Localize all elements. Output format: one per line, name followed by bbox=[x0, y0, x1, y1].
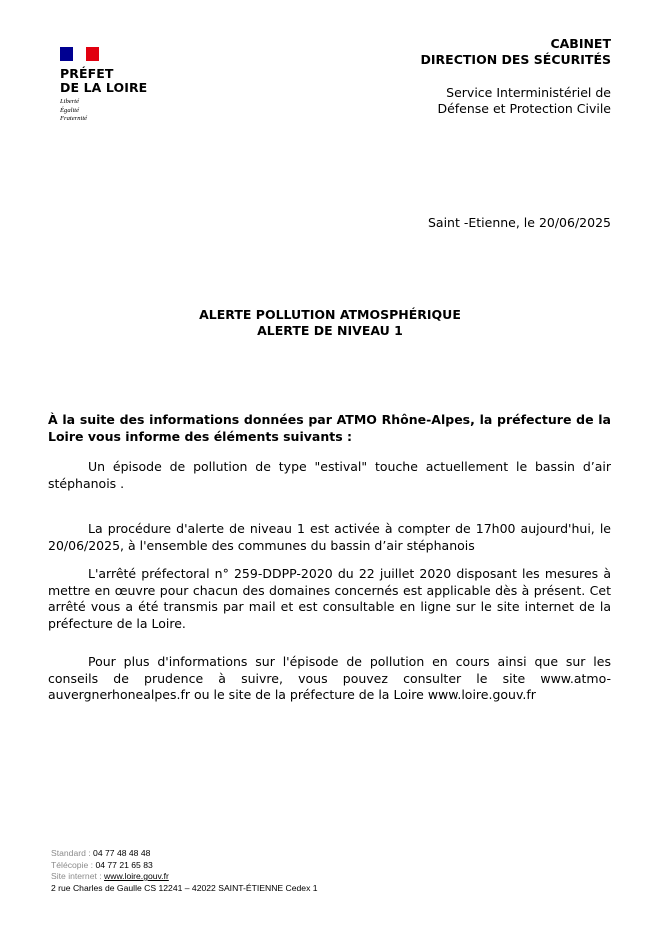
paragraph-info: Pour plus d'informations sur l'épisode de pollution en cours ainsi que sur les conseils de prudence à suivre, vous pouvez consulter le site www.atmo-auvergnerhonealpes.fr ou le site de la préfecture de la Loire www.loire.gouv.fr bbox=[48, 654, 611, 702]
footer-address: 2 rue Charles de Gaulle CS 12241 – 42022 SAINT-ÉTIENNE Cedex 1 bbox=[51, 882, 318, 893]
prefecture-logo bbox=[60, 47, 170, 124]
logo-title: PRÉFET DE LA LOIRE bbox=[60, 66, 148, 95]
intro-paragraph: À la suite des informations données par ATMO Rhône-Alpes, la préfecture de la Loire vous informe des éléments suivants : bbox=[48, 412, 611, 444]
cabinet-label: CABINET bbox=[550, 36, 611, 51]
document-title: ALERTE POLLUTION ATMOSPHÉRIQUE ALERTE DE NIVEAU 1 bbox=[199, 307, 461, 338]
paragraph-episode: Un épisode de pollution de type "estival" touche actuellement le bassin d’air stéphanois . bbox=[48, 459, 611, 491]
paragraph-arrete: L'arrêté préfectoral n° 259-DDPP-2020 du 22 juillet 2020 disposant les mesures à mettre en œuvre pour chacun des domaines concernés est applicable dès à présent. Cet arrêté vous a été transmis par mail et est consultable en ligne sur le site internet de la préfecture de la Loire. bbox=[48, 566, 611, 631]
french-flag-icon bbox=[60, 47, 99, 61]
contact-footer bbox=[51, 848, 318, 894]
footer-fax: Télécopie : 04 77 21 65 83 bbox=[51, 859, 153, 870]
logo-motto: Liberté Égalité Fraternité bbox=[60, 98, 88, 122]
service-name: Service Interministériel de Défense et Protection Civile bbox=[437, 85, 611, 116]
website-link[interactable]: www.loire.gouv.fr bbox=[104, 871, 169, 882]
paragraph-procedure: La procédure d'alerte de niveau 1 est activée à compter de 17h00 aujourd'hui, le 20/06/2025, à l'ensemble des communes du bassin d’air stéphanois bbox=[48, 521, 611, 553]
issuer-header bbox=[421, 36, 611, 117]
footer-standard: Standard : 04 77 48 48 48 bbox=[51, 848, 151, 858]
date-line: Saint -Etienne, le 20/06/2025 bbox=[427, 215, 611, 230]
footer-website: Site internet : www.loire.gouv.fr bbox=[51, 871, 169, 882]
direction-label: DIRECTION DES SÉCURITÉS bbox=[420, 52, 611, 67]
